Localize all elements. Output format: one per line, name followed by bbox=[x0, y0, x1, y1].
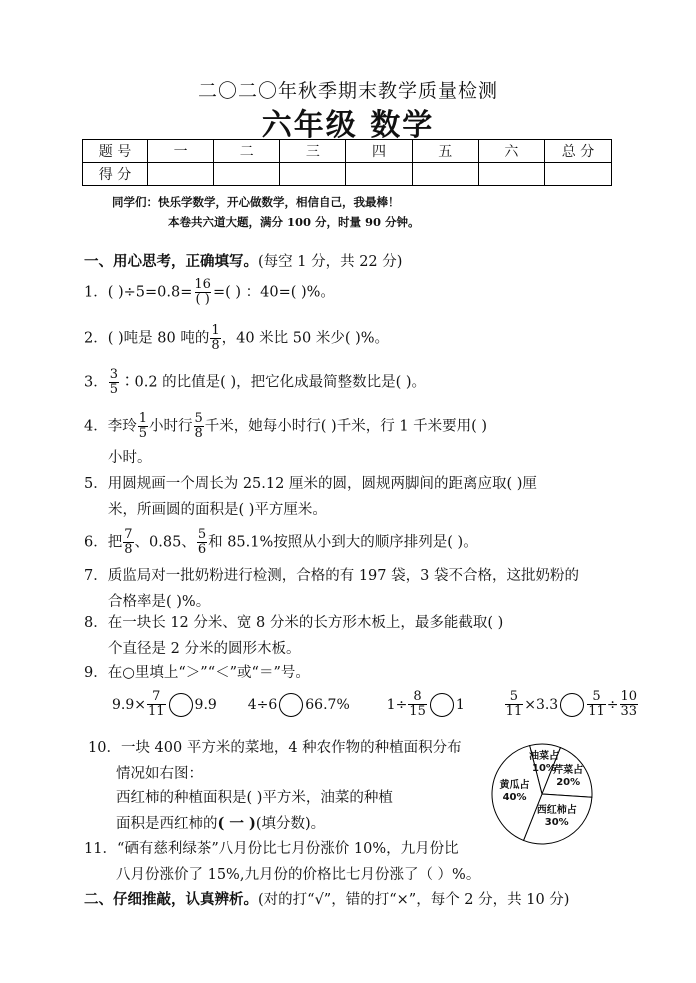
section-2-heading bbox=[84, 888, 569, 909]
numerator: 5 bbox=[509, 689, 519, 704]
exam-title: 二〇二〇年秋季期末教学质量检测 bbox=[197, 80, 498, 102]
pie-label bbox=[533, 805, 581, 829]
question-4-line2: 小时。 bbox=[108, 450, 152, 466]
score-cell[interactable] bbox=[545, 163, 612, 186]
q4-text-b: 小时行 bbox=[149, 418, 193, 435]
pie-label bbox=[491, 780, 539, 804]
question-8-line2: 个直径是 2 分米的圆形木板。 bbox=[108, 641, 301, 657]
numerator: 3 bbox=[109, 367, 119, 382]
expr-text: 9.9× bbox=[112, 696, 146, 713]
denominator: 8 bbox=[211, 338, 220, 353]
expr-text: ×3.3 bbox=[524, 696, 559, 713]
section-title: 一、用心思考，正确填写。 bbox=[84, 253, 258, 270]
section-score: (对的打“√”，错的打“×”，每个 2 分，共 10 分) bbox=[258, 892, 570, 908]
q3-fraction bbox=[109, 368, 119, 397]
q2-text-b: ，40 米比 50 米少( )%。 bbox=[221, 330, 390, 347]
score-cell[interactable] bbox=[478, 163, 544, 186]
q6-text-c: 和 85.1%按照从小到大的顺序排列是( )。 bbox=[208, 534, 478, 551]
q6-text-a: 6．把 bbox=[84, 534, 123, 551]
table-cell: 一 bbox=[148, 140, 214, 163]
expr-text: 4÷6 bbox=[247, 696, 278, 713]
numerator: 16 bbox=[194, 277, 211, 292]
pie-label-value: 30% bbox=[544, 817, 569, 829]
score-table bbox=[82, 139, 612, 186]
denominator: 5 bbox=[109, 382, 119, 397]
question-10-line2: 情况如右图： bbox=[116, 766, 203, 782]
q3-text-b: ∶0.2 的比值是( )，把它化成最简整数比是( )。 bbox=[120, 374, 427, 391]
numerator: 8 bbox=[413, 689, 422, 704]
q6-fraction-1 bbox=[123, 528, 133, 557]
exam-info-note: 本卷共六道大题，满分 100 分，时量 90 分钟。 bbox=[168, 215, 420, 229]
question-11-line1: 11．“硒有慈利绿茶”八月份比七月份涨价 10%，九月份比 bbox=[84, 841, 459, 857]
table-row bbox=[83, 163, 612, 186]
question-3 bbox=[84, 368, 426, 397]
table-cell: 五 bbox=[412, 140, 478, 163]
expr-4 bbox=[504, 689, 639, 719]
table-cell: 得 分 bbox=[83, 163, 148, 186]
compare-circle[interactable] bbox=[169, 693, 193, 717]
question-2 bbox=[84, 324, 389, 353]
numerator: 5 bbox=[592, 689, 601, 704]
expr-fraction bbox=[620, 690, 639, 719]
q10-blank: ( 一 ) bbox=[217, 815, 256, 832]
expr-text: 66.7% bbox=[305, 696, 350, 713]
numerator: 7 bbox=[124, 527, 133, 542]
numerator: 5 bbox=[194, 411, 203, 426]
denominator: 11 bbox=[148, 704, 165, 719]
pie-label bbox=[544, 765, 592, 789]
q4-fraction-2 bbox=[194, 412, 204, 441]
q10-text: 面积是西红柿的 bbox=[116, 816, 218, 832]
question-1 bbox=[84, 278, 335, 307]
score-cell[interactable] bbox=[214, 163, 280, 186]
q2-fraction bbox=[210, 324, 220, 353]
q3-text-a: 3． bbox=[84, 374, 108, 391]
pie-label-value: 40% bbox=[502, 792, 527, 804]
q1-text-a: 1．( )÷5=0.8= bbox=[84, 284, 193, 301]
pie-label-name: 黄瓜占 bbox=[499, 780, 530, 792]
denominator: 33 bbox=[620, 704, 638, 719]
expr-fraction bbox=[408, 690, 427, 719]
expr-1 bbox=[112, 689, 217, 719]
pie-label-name: 芹菜占 bbox=[553, 765, 584, 777]
q4-fraction-1 bbox=[138, 412, 148, 441]
expr-2 bbox=[248, 697, 350, 713]
table-cell: 六 bbox=[478, 140, 544, 163]
section-title: 二、仔细推敲，认真辨析。 bbox=[84, 891, 258, 908]
question-11-line2: 八月份涨价了 15%,九月份的价格比七月份涨了（ ）%。 bbox=[116, 867, 481, 883]
section-score: (每空 1 分，共 22 分) bbox=[258, 254, 403, 270]
q6-fraction-2 bbox=[197, 528, 207, 557]
table-cell: 总 分 bbox=[545, 140, 612, 163]
question-5-line1: 5．用圆规画一个周长为 25.12 厘米的圆，圆规两脚间的距离应取( )厘 bbox=[84, 476, 537, 492]
pie-label-value: 10% bbox=[532, 763, 556, 775]
expr-text: 1 bbox=[455, 696, 465, 713]
q4-text-a: 4．李玲 bbox=[84, 418, 137, 435]
score-cell[interactable] bbox=[346, 163, 412, 186]
q6-text-b: 、0.85、 bbox=[134, 534, 196, 551]
table-cell: 题 号 bbox=[83, 140, 148, 163]
table-row bbox=[83, 140, 612, 163]
expr-text: 9.9 bbox=[194, 696, 217, 713]
question-7-line1: 7．质监局对一批奶粉进行检测，合格的有 197 袋，3 袋不合格，这批奶粉的 bbox=[84, 568, 579, 584]
compare-circle[interactable] bbox=[560, 693, 584, 717]
question-7-line2: 合格率是( )%。 bbox=[108, 594, 211, 610]
section-1-heading bbox=[84, 250, 402, 271]
expr-fraction bbox=[505, 690, 524, 719]
expr-text: 1÷ bbox=[386, 696, 408, 713]
question-9-exprs bbox=[112, 690, 639, 719]
expr-fraction bbox=[147, 690, 166, 719]
numerator: 1 bbox=[211, 323, 220, 338]
compare-circle[interactable] bbox=[279, 693, 303, 717]
pie-label-name: 油菜占 bbox=[528, 751, 559, 763]
question-9: 9．在○里填上“＞”“＜”或“＝”号。 bbox=[84, 665, 310, 681]
denominator: ( ) bbox=[195, 292, 210, 307]
denominator: 11 bbox=[505, 704, 523, 719]
numerator: 5 bbox=[197, 527, 207, 542]
question-10-line1: 10．一块 400 平方米的菜地，4 种农作物的种植面积分布 bbox=[88, 740, 462, 756]
score-cell[interactable] bbox=[412, 163, 478, 186]
question-8-line1: 8．在一块长 12 分米、宽 8 分米的长方形木板上，最多能截取( ) bbox=[84, 615, 504, 631]
score-cell[interactable] bbox=[148, 163, 214, 186]
subject-title: 六年级 数学 bbox=[261, 108, 435, 143]
expr-3 bbox=[386, 689, 465, 719]
numerator: 7 bbox=[152, 689, 161, 704]
numerator: 1 bbox=[138, 411, 148, 426]
q4-text-c: 千米，她每小时行( )千米，行 1 千米要用( ) bbox=[204, 418, 488, 435]
denominator: 5 bbox=[138, 426, 148, 441]
denominator: 8 bbox=[194, 426, 203, 441]
score-cell[interactable] bbox=[280, 163, 346, 186]
question-4 bbox=[84, 412, 487, 441]
pie-chart bbox=[490, 742, 594, 846]
question-10-line4 bbox=[116, 812, 325, 833]
encouragement-note: 同学们：快乐学数学，开心做数学，相信自己，我最棒！ bbox=[112, 195, 400, 209]
table-cell: 二 bbox=[214, 140, 280, 163]
denominator: 11 bbox=[588, 704, 605, 719]
question-6 bbox=[84, 528, 478, 557]
expr-fraction bbox=[587, 690, 606, 719]
expr-text: ÷ bbox=[606, 696, 619, 713]
pie-label-value: 20% bbox=[556, 777, 581, 789]
numerator: 10 bbox=[620, 689, 638, 704]
table-cell: 三 bbox=[280, 140, 346, 163]
q1-fraction bbox=[193, 278, 212, 307]
denominator: 6 bbox=[197, 542, 207, 557]
q2-text-a: 2．( )吨是 80 吨的 bbox=[84, 330, 210, 347]
compare-circle[interactable] bbox=[430, 693, 454, 717]
denominator: 15 bbox=[409, 704, 426, 719]
question-5-line2: 米，所画圆的面积是( )平方厘米。 bbox=[108, 502, 327, 518]
denominator: 8 bbox=[124, 542, 133, 557]
pie-label-name: 西红柿占 bbox=[536, 805, 577, 817]
question-10-line3: 西红柿的种植面积是( )平方米，油菜的种植 bbox=[116, 790, 393, 806]
table-cell: 四 bbox=[346, 140, 412, 163]
q1-text-b: =( ) ：40=( )%。 bbox=[212, 284, 335, 301]
q10-text: (填分数)。 bbox=[255, 816, 326, 832]
